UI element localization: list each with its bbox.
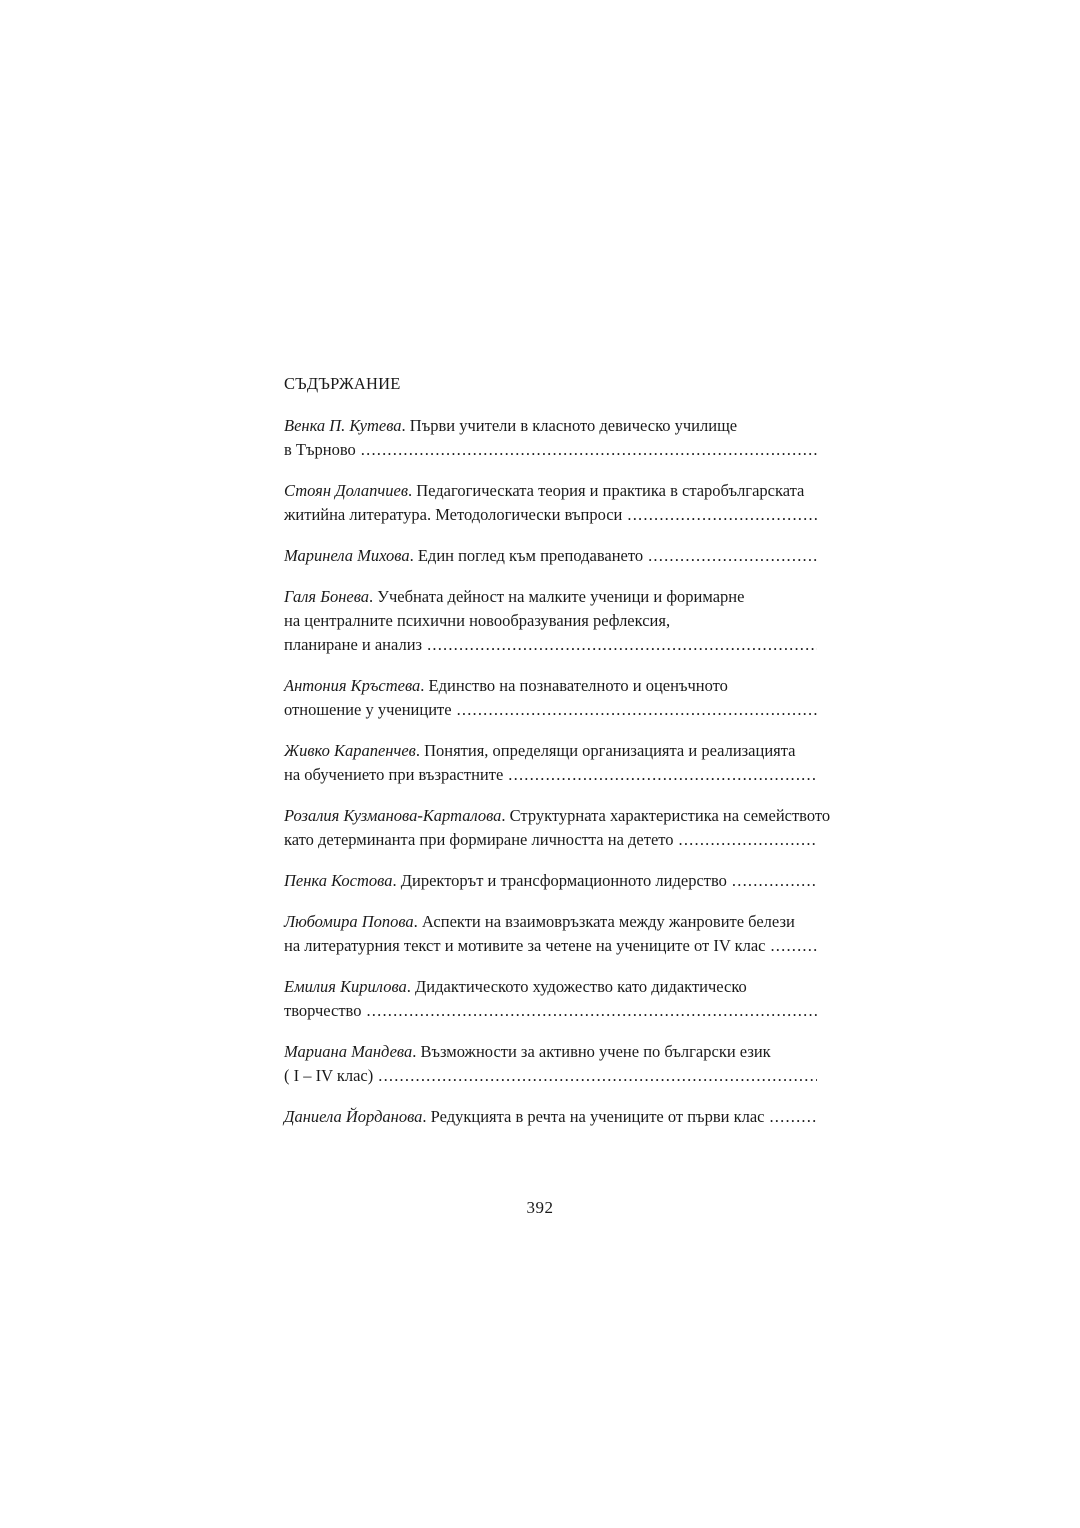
toc-entry-text bbox=[284, 611, 670, 630]
toc-entry-title: като детерминанта при формиране личността на детето bbox=[284, 830, 674, 849]
toc-entry-title: в Търново bbox=[284, 440, 356, 459]
toc-entry-author: Галя Бонева bbox=[284, 587, 370, 606]
toc-entry-line bbox=[284, 1064, 817, 1088]
dot-leader bbox=[732, 869, 817, 893]
toc-title: СЪДЪРЖАНИЕ bbox=[284, 374, 401, 393]
toc-entry-line bbox=[284, 804, 832, 828]
toc-entry-title: Аспекти на взаимовръзката между жанровите белези bbox=[421, 912, 795, 931]
toc-entry-title: Възможности за активно учене по български език bbox=[420, 1042, 771, 1061]
dot-leader bbox=[457, 698, 817, 722]
toc-entry-text bbox=[284, 1064, 373, 1088]
toc-entry-text: Мариана Мандева. Възможности за активно учене по български език bbox=[284, 1042, 771, 1061]
toc-entry-line bbox=[284, 763, 817, 787]
toc-entry-text bbox=[284, 438, 356, 462]
toc-entry-title: Директорът и трансформационното лидерство bbox=[400, 871, 727, 890]
toc-entry-line bbox=[284, 503, 817, 527]
toc-entry-title: Първи учители в класното девическо училище bbox=[409, 416, 738, 435]
dot-leader bbox=[366, 999, 817, 1023]
toc-entry-author: Мариана Мандева bbox=[284, 1042, 413, 1061]
toc-entry-title: житийна литература. Методологически въпроси bbox=[284, 505, 623, 524]
toc-entry-text: Живко Карапенчев. Понятия, определящи организацията и реализацията bbox=[284, 741, 796, 760]
table-of-contents bbox=[284, 372, 832, 1146]
toc-entry-line bbox=[284, 828, 817, 852]
toc-entry-line bbox=[284, 739, 832, 763]
dot-leader bbox=[679, 828, 817, 852]
toc-entry bbox=[284, 585, 832, 657]
toc-entry bbox=[284, 544, 832, 568]
toc-entry bbox=[284, 1040, 832, 1088]
toc-entry-text bbox=[284, 633, 422, 657]
toc-entry-title: планиране и анализ bbox=[284, 635, 423, 654]
toc-entry-author: Маринела Михова bbox=[284, 546, 410, 565]
toc-entry-text: Емилия Кирилова. Дидактическото художество като дидактическо bbox=[284, 977, 747, 996]
toc-entry-line bbox=[284, 544, 817, 568]
toc-entry-title: Редукцията в речта на учениците от първи клас bbox=[430, 1107, 765, 1126]
toc-entry-text: Пенка Костова. Директорът и трансформационното лидерство bbox=[284, 871, 727, 890]
toc-entry-title: ( I – IV клас) bbox=[284, 1066, 374, 1085]
toc-entry-title: Единство на познавателното и оценъчното bbox=[428, 676, 728, 695]
toc-entry-author: Даниела Йорданова bbox=[284, 1107, 423, 1126]
dot-leader bbox=[770, 934, 817, 958]
toc-entry bbox=[284, 910, 832, 958]
toc-entry-author: Розалия Кузманова-Карталова bbox=[284, 806, 502, 825]
toc-entry-text: Розалия Кузманова-Карталова. Структурната характеристика на семейството bbox=[284, 806, 831, 825]
dot-leader bbox=[361, 438, 817, 462]
toc-entry-title: Понятия, определящи организацията и реализацията bbox=[424, 741, 796, 760]
toc-entry bbox=[284, 414, 832, 462]
toc-entry-line bbox=[284, 910, 832, 934]
toc-entry bbox=[284, 674, 832, 722]
dot-leader bbox=[378, 1064, 817, 1088]
page-number: 392 bbox=[526, 1198, 554, 1217]
toc-entry-text: Стоян Долапчиев. Педагогическата теория и практика в старобългарската bbox=[284, 481, 805, 500]
dot-leader bbox=[769, 1105, 817, 1129]
toc-entry-text bbox=[284, 763, 503, 787]
toc-entry-line bbox=[284, 414, 832, 438]
toc-entry-text: Маринела Михова. Един поглед към преподаването bbox=[284, 546, 644, 565]
toc-entries bbox=[284, 414, 832, 1129]
toc-entry bbox=[284, 479, 832, 527]
toc-entry-title: отношение у учениците bbox=[284, 700, 452, 719]
toc-entry-text: Любомира Попова. Аспекти на взаимовръзката между жанровите белези bbox=[284, 912, 795, 931]
dot-leader bbox=[627, 503, 817, 527]
toc-entry-text bbox=[284, 828, 674, 852]
toc-entry-title: Учебната дейност на малките ученици и форимарне bbox=[377, 587, 745, 606]
toc-entry-line bbox=[284, 869, 817, 893]
toc-entry-line bbox=[284, 438, 817, 462]
toc-entry-text: Антония Кръстева. Единство на познавателното и оценъчното bbox=[284, 676, 728, 695]
toc-entry bbox=[284, 804, 832, 852]
toc-entry-line bbox=[284, 1040, 832, 1064]
toc-entry-line bbox=[284, 674, 832, 698]
toc-entry-title: на централните психични новообразувания рефлексия, bbox=[284, 611, 671, 630]
toc-entry-text bbox=[284, 503, 622, 527]
toc-entry-author: Стоян Долапчиев bbox=[284, 481, 409, 500]
toc-entry-title: Структурната характеристика на семейството bbox=[509, 806, 831, 825]
toc-entry-title: на литературния текст и мотивите за четене на учениците от IV клас bbox=[284, 936, 766, 955]
toc-entry-line bbox=[284, 479, 832, 503]
dot-leader bbox=[427, 633, 817, 657]
toc-entry-line bbox=[284, 633, 817, 657]
toc-entry-line bbox=[284, 609, 832, 633]
toc-entry-line bbox=[284, 585, 832, 609]
toc-entry bbox=[284, 739, 832, 787]
toc-entry-author: Пенка Костова bbox=[284, 871, 393, 890]
toc-entry-author: Живко Карапенчев bbox=[284, 741, 416, 760]
toc-entry-text: Венка П. Кутева. Първи учители в класното девическо училище bbox=[284, 416, 738, 435]
toc-entry-line bbox=[284, 1105, 817, 1129]
toc-entry-title: Педагогическата теория и практика в старобългарската bbox=[416, 481, 805, 500]
toc-entry bbox=[284, 1105, 832, 1129]
toc-entry-text: Даниела Йорданова. Редукцията в речта на учениците от първи клас bbox=[284, 1107, 765, 1126]
dot-leader bbox=[648, 544, 817, 568]
dot-leader bbox=[508, 763, 817, 787]
toc-entry-author: Емилия Кирилова bbox=[284, 977, 407, 996]
toc-entry-line bbox=[284, 934, 817, 958]
toc-entry-line bbox=[284, 698, 817, 722]
toc-entry-title: Един поглед към преподаването bbox=[417, 546, 644, 565]
toc-entry-title: на обучението при възрастните bbox=[284, 765, 504, 784]
toc-entry-line bbox=[284, 975, 832, 999]
toc-entry-author: Антония Кръстева bbox=[284, 676, 421, 695]
toc-entry bbox=[284, 975, 832, 1023]
toc-entry-text bbox=[284, 934, 765, 958]
toc-entry-title: творчество bbox=[284, 1001, 362, 1020]
toc-entry bbox=[284, 869, 832, 893]
toc-entry-title: Дидактическото художество като дидактическо bbox=[415, 977, 747, 996]
toc-entry-text: Галя Бонева. Учебната дейност на малките ученици и форимарне bbox=[284, 587, 745, 606]
toc-entry-text bbox=[284, 698, 452, 722]
toc-entry-text bbox=[284, 999, 361, 1023]
toc-entry-line bbox=[284, 999, 817, 1023]
toc-entry-author: Венка П. Кутева bbox=[284, 416, 402, 435]
toc-entry-author: Любомира Попова bbox=[284, 912, 414, 931]
